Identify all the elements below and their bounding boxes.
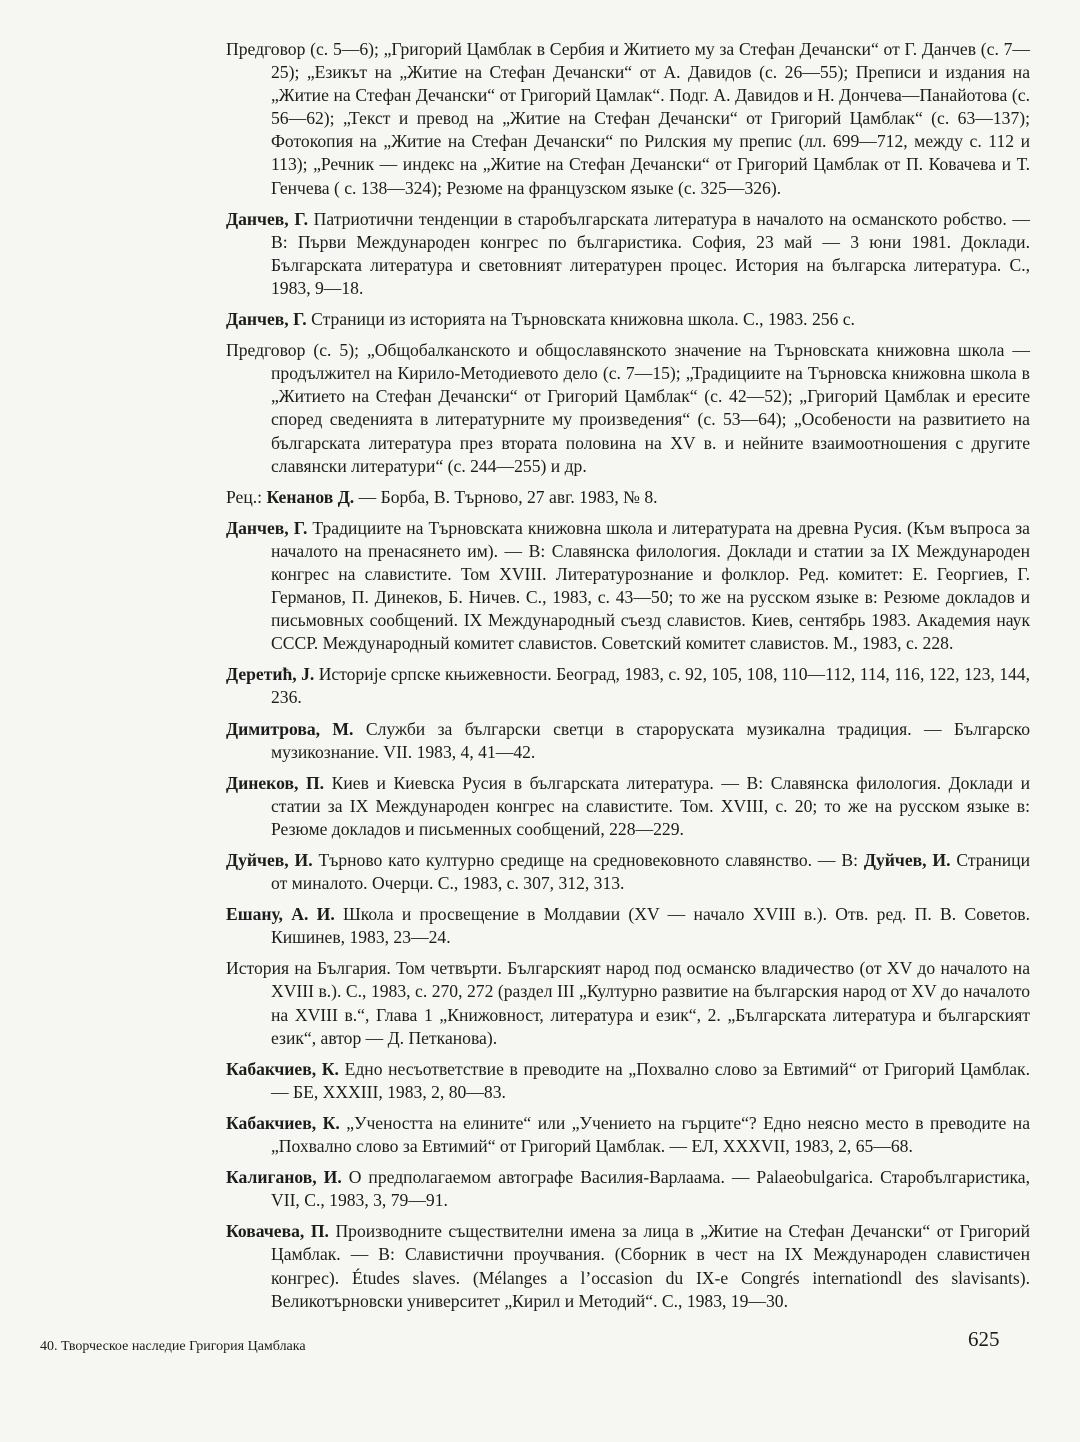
entry-text: Търново като културно средище на средновековното славянство. — В: — [312, 850, 864, 870]
bibliography-entry — [226, 1166, 1030, 1212]
entry-author: Ковачева, П. — [226, 1221, 329, 1242]
entry-author: Деретић, J. — [226, 664, 315, 685]
entry-author: Калиганов, И. — [226, 1167, 342, 1188]
entry-text: Традициите на Търновската книжовна школа и литературата на древна Русия. (Към въпроса за началото на пренасянето им). — В: Славянска филология. Доклади и статии за IX Международен конгрес на славистите. Том XVIII. Литературознание и фолклор. Ред. комитет: Е. Георгиев, Г. Германов, П. Динеков, Б. Ничев. С., 1983, с. 43—50; то же на русском языке в: Резюме докладов и письмовных сообщений. IX Международный съезд славистов. Киев, сентябрь 1983. Академия наук СССР. Международный комитет славистов. Советский комитет славистов. М., 1983, с. 228. — [271, 517, 1030, 654]
bibliography-entry — [226, 849, 1030, 895]
bibliography-entry — [226, 339, 1030, 478]
entry-text: Предговор (с. 5); „Общобалканското и общославянското значение на Търновската книжовна школа — продължител на Кирило-Методиевото дело (с. 7—15); „Традициите на Търновска книжовна школа в „Житието на Стефан Дечански“ от Григорий Цамблак“ (с. 42—52); „Григорий Цамблак и ересите според сведенията в литературните му произведения“ (с. 53—64); „Особености на развитието на българската литература през втората половина на XV в. и нейните взаимоотношения с другите славянски литератури“ (с. 244—255) и др. — [226, 340, 1030, 476]
bibliography-entry — [226, 903, 1030, 949]
bibliography-entry — [226, 772, 1030, 841]
entry-text: О предполагаемом автографе Василия-Варлаама. — Palaeobulgarica. Старобългаристика, VII, С., 1983, 3, 79—91. — [271, 1167, 1030, 1211]
bibliography-entry — [226, 208, 1030, 300]
bibliography-entry — [226, 517, 1030, 656]
entry-text: Школа и просвещение в Молдавии (XV — начало XVIII в.). Отв. ред. П. В. Советов. Кишинев, 1983, 23—24. — [271, 904, 1030, 948]
entry-author: Кабакчиев, К. — [226, 1112, 340, 1133]
entry-author: Данчев, Г. — [226, 517, 308, 538]
entry-text: Патриотични тенденции в старобългарската литература в началото на османското робство. — В: Първи Международен конгрес по българистика. София, 23 май — 3 юни 1981. Доклади. Българската литература и световният литературен процес. История на българска литература. С., 1983, 9—18. — [271, 208, 1030, 298]
entry-author: Динеков, П. — [226, 772, 325, 793]
entry-author: Данчев, Г. — [226, 208, 308, 229]
entry-text: Историје српске књижевности. Београд, 1983, с. 92, 105, 108, 110—112, 114, 116, 122, 123, 144, 236. — [271, 664, 1030, 708]
entry-text: — Борба, В. Търново, 27 авг. 1983, № 8. — [354, 486, 658, 507]
running-title: 40. Творческое наследие Григория Цамблака — [40, 1339, 306, 1354]
page-number: 625 — [968, 1327, 1000, 1351]
entry-author-secondary: Дуйчев, И. — [863, 850, 951, 870]
entry-text: Страници из историята на Търновската книжовна школа. С., 1983. 256 с. — [306, 309, 855, 330]
review-prefix: Рец.: — [226, 486, 267, 507]
bibliography-entry — [226, 718, 1030, 764]
entry-text: История на България. Том четвърти. Българският народ под османско владичество (от XV до началото на XVIII в.). С., 1983, с. 270, 272 (раздел III „Културно развитие на българския народ от XV до началото на XVIII в.“, Глава 1 „Книжовност, литература и език“, 2. „Българската литература и българският език“, автор — Д. Петканова). — [226, 958, 1030, 1048]
entry-text: „Учеността на елините“ или „Учението на гърците“? Едно неясно место в преводите на „Похвално слово за Евтимий“ от Григорий Цамблак. — ЕЛ, XXXVII, 1983, 2, 65—68. — [271, 1112, 1031, 1157]
entry-author: Кенанов Д. — [266, 486, 355, 507]
entry-author: Димитрова, М. — [226, 718, 354, 739]
entry-text: Предговор (с. 5—6); „Григорий Цамблак в Сербия и Житието му за Стефан Дечански“ от Г. Данчев (с. 7—25); „Езикът на „Житие на Стефан Дечански“ от А. Давидов (с. 26—55); Преписи и издания на „Житие на Стефан Дечански“ от Григорий Цамлак“. Подг. А. Давидов и Н. Дончева—Панайотова (с. 56—62); „Текст и превод на „Житие на Стефан Дечански“ от Григорий Цамблак“ (с. 63—137); Фотокопия на „Житие на Стефан Дечански“ по Рилския му препис (лл. 699—712, между с. 112 и 113); „Речник — индекс на „Житие на Стефан Дечански“ от Григорий Цамблак от П. Ковачева и Т. Генчева ( с. 138—324); Резюме на французском языке (с. 325—326). — [226, 39, 1030, 198]
bibliography-entry — [226, 663, 1030, 709]
bibliography-entries — [226, 38, 1030, 1321]
entry-text-continued: Страници от миналото. Очерци. С., 1983, с. 307, 312, 313. — [271, 850, 1031, 894]
entry-author: Дуйчев, И. — [226, 850, 313, 870]
bibliography-entry — [226, 486, 1030, 509]
entry-text: Едно несъответствие в преводите на „Похвално слово за Евтимий“ от Григорий Цамблак. — БЕ, XXXIII, 1983, 2, 80—83. — [271, 1058, 1030, 1102]
bibliography-entry — [226, 957, 1030, 1049]
entry-author: Данчев, Г. — [226, 309, 307, 330]
bibliography-entry — [226, 1112, 1030, 1158]
bibliography-entry — [226, 1220, 1030, 1312]
entry-author: Ешану, А. И. — [226, 904, 335, 925]
bibliography-entry — [226, 1058, 1030, 1104]
entry-author: Кабакчиев, К. — [226, 1058, 339, 1079]
entry-text: Служби за български светци в староруската музикална традиция. — Българско музикознание. VII. 1983, 4, 41—42. — [271, 718, 1031, 762]
entry-text: Киев и Киевска Русия в българската литература. — В: Славянска филология. Доклади и статии за IX Международен конгрес на славистите. Том. XVIII, с. 20; то же на русском языке в: Резюме докладов и письменных сообщений, 228—229. — [271, 772, 1030, 839]
bibliography-entry — [226, 38, 1030, 200]
entry-text: Производните съществителни имена за лица в „Житие на Стефан Дечански“ от Григорий Цамблак. — В: Славистични проучвания. (Сборник в чест на IX Международен славистичен конгрес). Études slaves. (Mélanges a l’occasion du IX-e Congrés internationdl des slavisants). Великотърновски университет „Кирил и Методий“. С., 1983, 19—30. — [271, 1221, 1030, 1311]
bibliography-entry — [226, 308, 1030, 331]
